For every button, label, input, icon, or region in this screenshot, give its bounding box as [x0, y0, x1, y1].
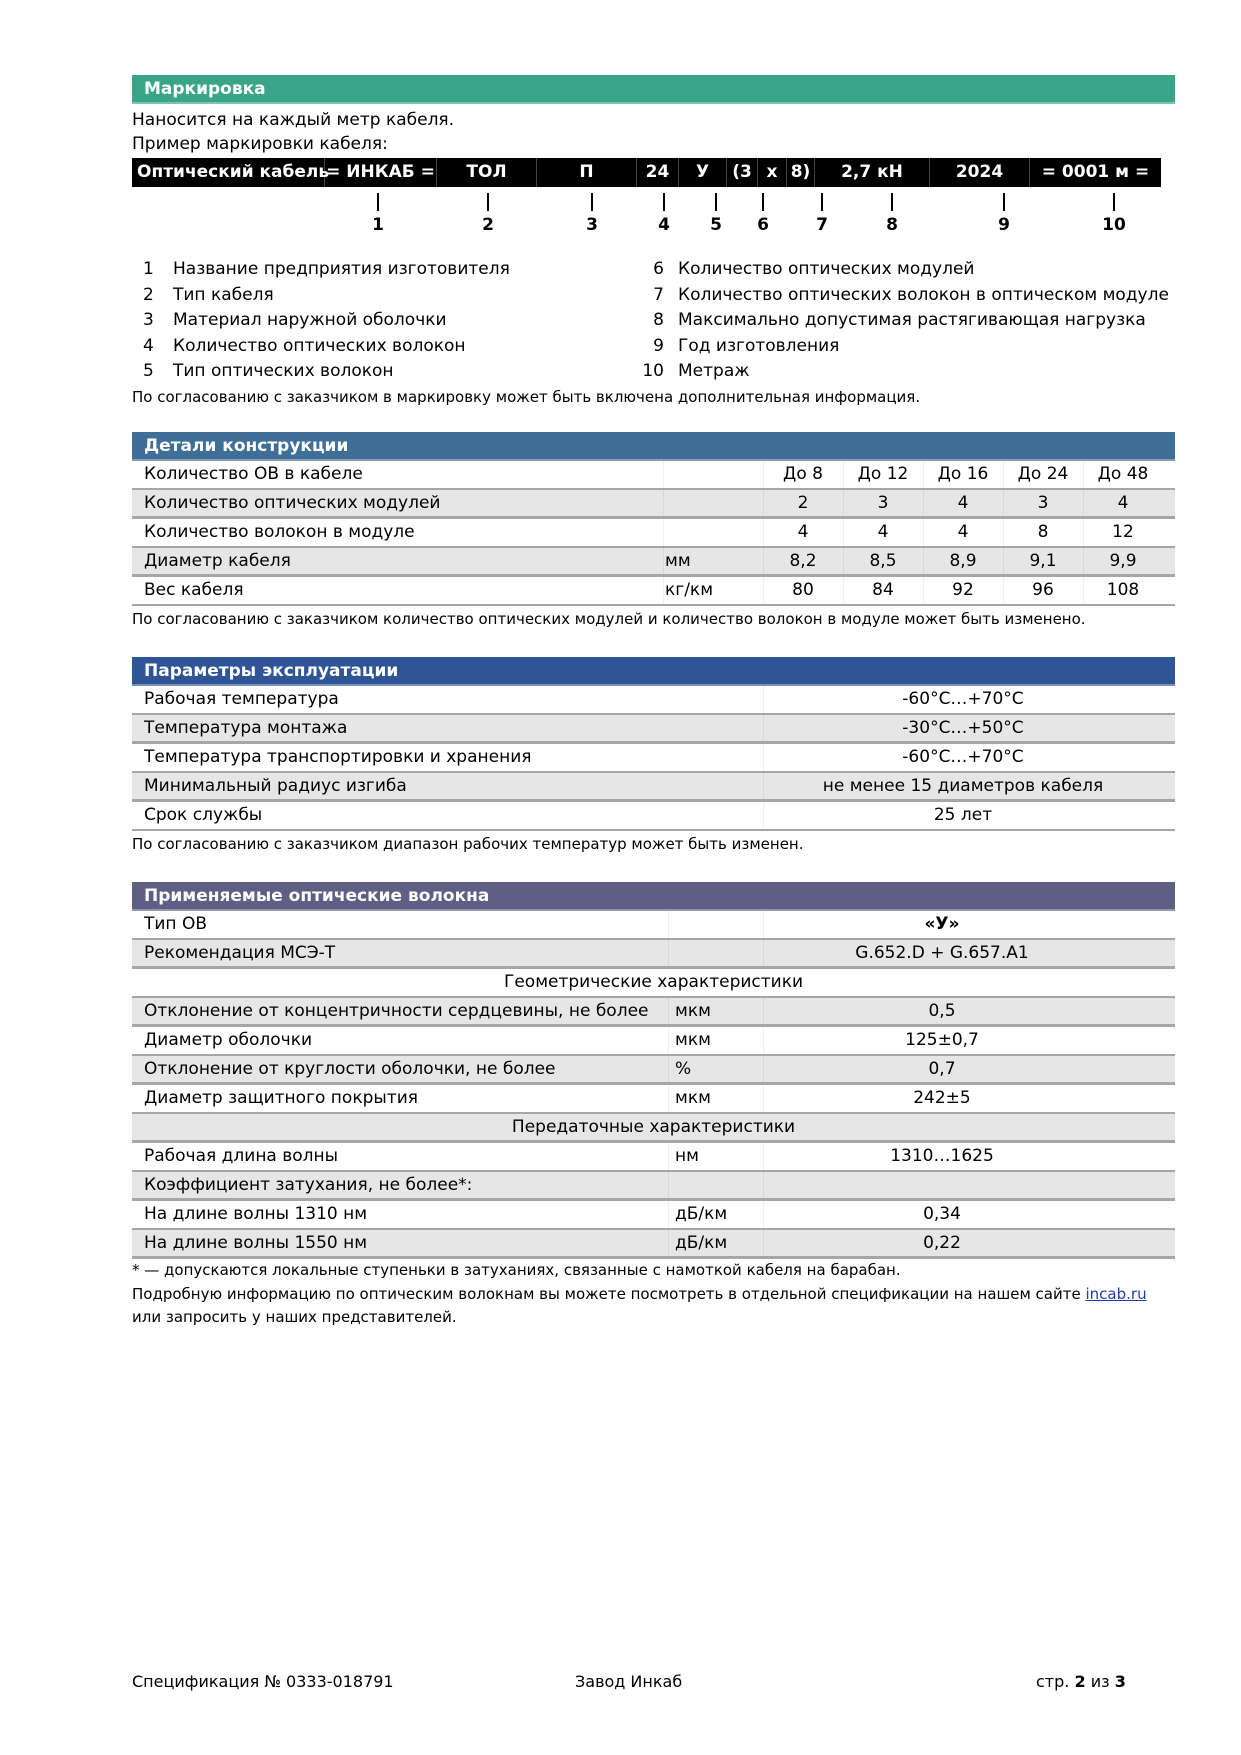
tick-number: 7 [816, 215, 828, 235]
column-divider [763, 548, 764, 574]
row-label: Температура транспортировки и хранения [144, 747, 532, 767]
column-divider [763, 1172, 764, 1198]
legend-item [636, 359, 750, 383]
row-value: 8,9 [949, 551, 977, 571]
table-row [132, 998, 1175, 1027]
legend-number: 4 [143, 336, 154, 356]
column-divider [763, 1085, 764, 1112]
tick-number: 1 [372, 215, 384, 235]
column-divider [668, 1056, 669, 1082]
column-divider [1083, 490, 1084, 516]
legend-text: Метраж [678, 361, 750, 381]
table-row [132, 940, 1175, 969]
tick-mark [1003, 193, 1005, 211]
section-header-fibers [132, 882, 1175, 911]
column-divider [763, 744, 764, 771]
legend-item [636, 283, 1169, 307]
row-value: 96 [1032, 580, 1054, 600]
table-row [132, 1201, 1175, 1230]
row-label: На длине волны 1310 нм [144, 1204, 368, 1224]
row-value: -30°C…+50°C [902, 718, 1024, 738]
column-divider [923, 577, 924, 604]
marking-line-2: Пример маркировки кабеля: [132, 134, 388, 154]
column-divider [763, 1056, 764, 1082]
row-value: 8 [1037, 522, 1049, 542]
column-divider [668, 1027, 669, 1054]
table-row [132, 1143, 1175, 1172]
legend-number: 7 [653, 285, 664, 305]
column-divider [1003, 490, 1004, 516]
row-label: Вес кабеля [144, 580, 244, 600]
section-header-construction [132, 432, 1175, 461]
column-divider [843, 519, 844, 546]
construction-table [132, 461, 1175, 606]
row-unit: кг/км [665, 580, 714, 600]
page-total: 3 [1114, 1672, 1126, 1691]
row-label: На длине волны 1550 нм [144, 1233, 368, 1253]
row-label: Количество оптических модулей [144, 493, 441, 513]
row-value: «У» [924, 914, 960, 934]
marking-note: По согласованию с заказчиком в маркировку может быть включена дополнительная информация. [132, 388, 921, 406]
row-value: 2 [797, 493, 809, 513]
column-divider [763, 1143, 764, 1170]
table-subheader [132, 1114, 1175, 1143]
table-row [132, 802, 1175, 831]
row-label: Количество ОВ в кабеле [144, 464, 363, 484]
construction-note: По согласованию с заказчиком количество оптических модулей и количество волокон в модуле может быть изменено. [132, 610, 1086, 628]
row-unit: мм [665, 551, 691, 571]
column-divider [763, 773, 764, 799]
row-value: 12 [1112, 522, 1134, 542]
column-divider [1083, 548, 1084, 574]
legend-item [143, 257, 510, 281]
table-row [132, 519, 1175, 548]
footer-page-number [1036, 1672, 1126, 1691]
legend-text: Количество оптических волокон [173, 336, 466, 356]
tick-mark [762, 193, 764, 211]
column-divider [843, 548, 844, 574]
row-value: 0,5 [928, 1001, 956, 1021]
footer-spec-number: Спецификация № 0333-018791 [132, 1672, 394, 1691]
row-value: 1310…1625 [890, 1146, 994, 1166]
column-divider [668, 911, 669, 938]
column-divider [843, 577, 844, 604]
legend-number: 3 [143, 310, 154, 330]
tick-number: 5 [710, 215, 722, 235]
column-divider [763, 1027, 764, 1054]
row-value: 242±5 [913, 1088, 971, 1108]
column-divider [763, 715, 764, 741]
legend-text: Количество оптических волокон в оптическом модуле [678, 285, 1169, 305]
column-divider [923, 461, 924, 488]
fibers-table [132, 911, 1175, 1259]
row-value: 0,34 [923, 1204, 961, 1224]
column-divider [1083, 461, 1084, 488]
row-label: Срок службы [144, 805, 263, 825]
table-row [132, 1085, 1175, 1114]
legend-item [143, 283, 274, 307]
row-unit: дБ/км [675, 1204, 728, 1224]
column-divider [843, 461, 844, 488]
column-divider [763, 490, 764, 516]
row-label: Коэффициент затухания, не более*: [144, 1175, 473, 1195]
legend-number: 6 [653, 259, 664, 279]
row-label: Диаметр кабеля [144, 551, 291, 571]
column-divider [663, 490, 664, 516]
table-row [132, 744, 1175, 773]
footer-company: Завод Инкаб [575, 1672, 683, 1691]
row-unit: мкм [675, 1001, 711, 1021]
table-row [132, 686, 1175, 715]
tick-mark [663, 193, 665, 211]
row-label: Диаметр защитного покрытия [144, 1088, 418, 1108]
marking-example-bar [132, 158, 1161, 187]
table-row [132, 1230, 1175, 1259]
table-row [132, 577, 1175, 606]
legend-number: 8 [653, 310, 664, 330]
row-unit: % [675, 1059, 692, 1079]
section-title: Маркировка [144, 79, 266, 99]
tick-number: 3 [586, 215, 598, 235]
tick-mark [377, 193, 379, 211]
row-label: Отклонение от концентричности сердцевины, не более [144, 1001, 649, 1021]
section-header-operation [132, 657, 1175, 686]
fibers-info [132, 1283, 1147, 1305]
legend-text: Год изготовления [678, 336, 840, 356]
section-title: Применяемые оптические волокна [144, 886, 490, 906]
legend-text: Максимально допустимая растягивающая нагрузка [678, 310, 1146, 330]
row-value: До 48 [1097, 464, 1149, 484]
row-value: 8,5 [869, 551, 897, 571]
column-divider [763, 940, 764, 966]
column-divider [843, 490, 844, 516]
column-divider [663, 461, 664, 488]
row-label: Рабочая температура [144, 689, 339, 709]
row-value: До 24 [1017, 464, 1069, 484]
row-value: До 16 [937, 464, 989, 484]
row-value: -60°C…+70°C [902, 689, 1024, 709]
mark-cell: ТОЛ [437, 158, 537, 187]
legend-text: Тип оптических волокон [173, 361, 394, 381]
section-title: Детали конструкции [144, 436, 349, 456]
row-value: 8,2 [789, 551, 817, 571]
row-value: 4 [877, 522, 889, 542]
row-value: 25 лет [933, 805, 993, 825]
column-divider [1003, 519, 1004, 546]
column-divider [763, 519, 764, 546]
row-value: 125±0,7 [905, 1030, 979, 1050]
row-value: 80 [792, 580, 814, 600]
mark-cell: 24 [637, 158, 679, 187]
tick-number: 10 [1102, 215, 1126, 235]
mark-cell: = ИНКАБ = [325, 158, 437, 187]
mark-cell: 2,7 кН [815, 158, 930, 187]
row-value: 0,22 [923, 1233, 961, 1253]
tick-mark [715, 193, 717, 211]
row-value: 9,1 [1029, 551, 1057, 571]
tick-mark [1113, 193, 1115, 211]
row-value: 108 [1106, 580, 1140, 600]
row-value: 4 [1117, 493, 1129, 513]
row-value: До 8 [783, 464, 823, 484]
column-divider [763, 802, 764, 829]
row-unit: мкм [675, 1030, 711, 1050]
legend-number: 5 [143, 361, 154, 381]
tick-number: 9 [998, 215, 1010, 235]
legend-number: 1 [143, 259, 154, 279]
row-label: Минимальный радиус изгиба [144, 776, 407, 796]
marking-line-1: Наносится на каждый метр кабеля. [132, 110, 455, 130]
operation-table [132, 686, 1175, 831]
column-divider [763, 461, 764, 488]
column-divider [668, 1172, 669, 1198]
row-unit: нм [675, 1146, 699, 1166]
legend-text: Количество оптических модулей [678, 259, 975, 279]
table-row [132, 548, 1175, 577]
tick-mark [591, 193, 593, 211]
incab-site-link[interactable]: incab.ru [1085, 1285, 1147, 1303]
column-divider [763, 998, 764, 1024]
tick-mark [487, 193, 489, 211]
column-divider [763, 1201, 764, 1228]
column-divider [763, 911, 764, 938]
column-divider [1083, 577, 1084, 604]
column-divider [663, 577, 664, 604]
tick-number: 4 [658, 215, 670, 235]
table-row [132, 1056, 1175, 1085]
legend-text: Материал наружной оболочки [173, 310, 447, 330]
column-divider [663, 548, 664, 574]
mark-cell: У [679, 158, 727, 187]
column-divider [1003, 461, 1004, 488]
column-divider [668, 1085, 669, 1112]
column-divider [763, 686, 764, 713]
section-header-marking [132, 75, 1175, 104]
legend-item [143, 308, 447, 332]
fibers-footnote: * — допускаются локальные ступеньки в затуханиях, связанные с намоткой кабеля на барабан. [132, 1261, 901, 1279]
column-divider [923, 490, 924, 516]
row-unit: мкм [675, 1088, 711, 1108]
column-divider [1003, 577, 1004, 604]
row-value: G.652.D + G.657.A1 [855, 943, 1029, 963]
tick-number: 6 [757, 215, 769, 235]
column-divider [668, 998, 669, 1024]
mark-cell: 2024 [930, 158, 1030, 187]
mark-cell: П [537, 158, 637, 187]
row-value: не менее 15 диаметров кабеля [822, 776, 1104, 796]
row-value: 0,7 [928, 1059, 956, 1079]
table-row [132, 715, 1175, 744]
mark-cell: Оптический кабель [132, 158, 325, 187]
mark-cell: = 0001 м = [1041, 162, 1150, 182]
row-value: 4 [957, 522, 969, 542]
legend-text: Название предприятия изготовителя [173, 259, 510, 279]
row-value: 4 [797, 522, 809, 542]
legend-item [636, 308, 1146, 332]
tick-mark [821, 193, 823, 211]
row-value: 3 [877, 493, 889, 513]
column-divider [668, 1143, 669, 1170]
legend-number: 9 [653, 336, 664, 356]
column-divider [923, 548, 924, 574]
row-label: Температура монтажа [144, 718, 348, 738]
row-label: Диаметр оболочки [144, 1030, 313, 1050]
subheader-label: Геометрические характеристики [503, 972, 804, 992]
table-row [132, 773, 1175, 802]
subheader-label: Передаточные характеристики [511, 1117, 796, 1137]
row-value: 9,9 [1109, 551, 1137, 571]
row-value: 3 [1037, 493, 1049, 513]
tick-mark [891, 193, 893, 211]
tick-number: 2 [482, 215, 494, 235]
table-row [132, 911, 1175, 940]
table-row [132, 490, 1175, 519]
column-divider [668, 1230, 669, 1256]
tick-number: 8 [886, 215, 898, 235]
row-label: Рабочая длина волны [144, 1146, 339, 1166]
row-value: 92 [952, 580, 974, 600]
column-divider [923, 519, 924, 546]
legend-item [636, 257, 974, 281]
column-divider [1083, 519, 1084, 546]
row-value: 4 [957, 493, 969, 513]
column-divider [668, 940, 669, 966]
page-current: 2 [1074, 1672, 1086, 1691]
legend-number: 10 [642, 361, 664, 381]
column-divider [663, 519, 664, 546]
column-divider [763, 1230, 764, 1256]
column-divider [763, 577, 764, 604]
column-divider [668, 1201, 669, 1228]
page-sep: из [1090, 1672, 1110, 1691]
table-subheader [132, 969, 1175, 998]
mark-cell: 8) [787, 158, 815, 187]
legend-number: 2 [143, 285, 154, 305]
mark-cell: (3 [727, 158, 758, 187]
column-divider [1003, 548, 1004, 574]
row-label: Количество волокон в модуле [144, 522, 415, 542]
mark-cell: x [758, 158, 787, 187]
row-value: До 12 [857, 464, 909, 484]
row-value: -60°C…+70°C [902, 747, 1024, 767]
legend-item [636, 334, 839, 358]
operation-note: По согласованию с заказчиком диапазон рабочих температур может быть изменен. [132, 835, 804, 853]
legend-item [143, 359, 394, 383]
table-row [132, 1027, 1175, 1056]
row-label: Тип ОВ [144, 914, 207, 934]
section-title: Параметры эксплуатации [144, 661, 399, 681]
table-row [132, 461, 1175, 490]
legend-item [143, 334, 466, 358]
page-prefix: стр. [1036, 1672, 1070, 1691]
legend-text: Тип кабеля [173, 285, 274, 305]
fibers-info-text: Подробную информацию по оптическим волокнам вы можете посмотреть в отдельной спецификации на нашем сайте [132, 1285, 1081, 1303]
fibers-info-2: или запросить у наших представителей. [132, 1308, 457, 1326]
row-value: 84 [872, 580, 894, 600]
row-unit: дБ/км [675, 1233, 728, 1253]
row-label: Рекомендация МСЭ-Т [144, 943, 336, 963]
row-label: Отклонение от круглости оболочки, не более [144, 1059, 556, 1079]
table-row [132, 1172, 1175, 1201]
